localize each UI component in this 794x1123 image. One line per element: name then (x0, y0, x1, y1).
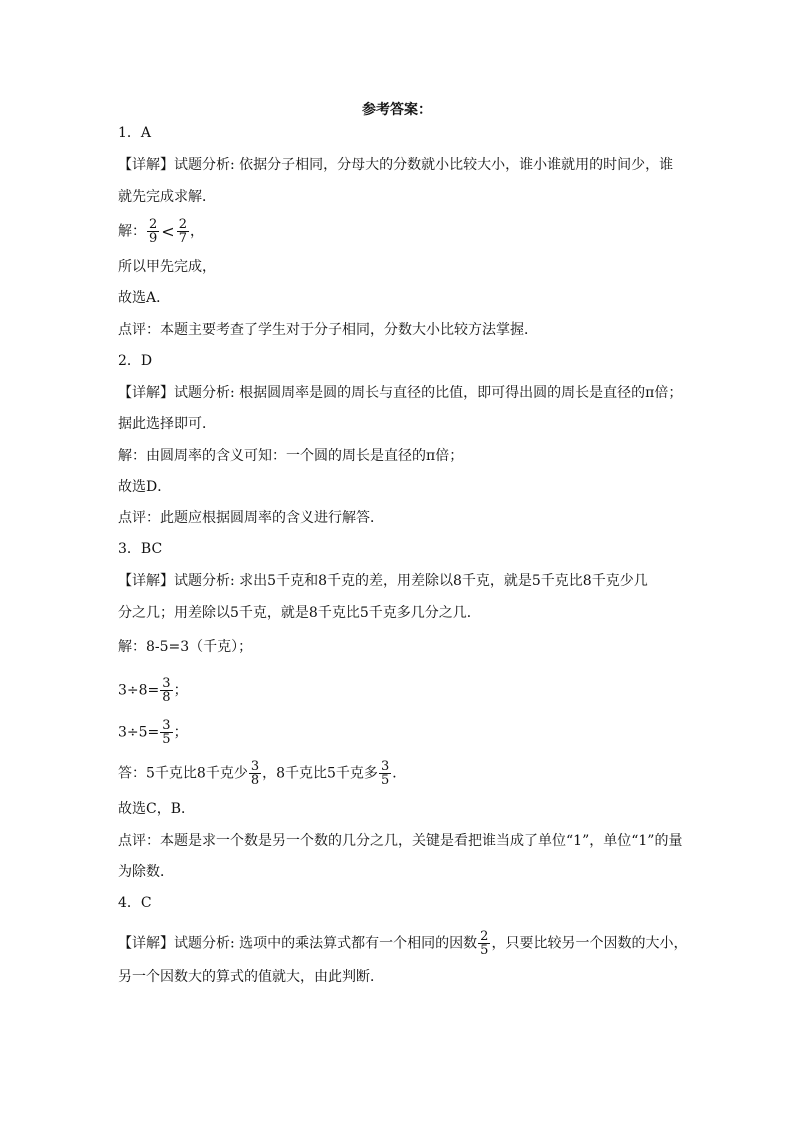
q3-calc-2-prefix: 3÷5= (118, 724, 160, 741)
q3-explanation: 【详解】试题分析: 求出5千克和8千克的差，用差除以8千克，就是5千克比8千克少几 (118, 573, 648, 589)
q3-solution: 解：8-5=3（千克）； (118, 639, 253, 655)
fraction-numerator: 3 (162, 676, 171, 691)
q3-answer-fraction-1 (249, 760, 261, 787)
q4-explanation-part-2: ，只要比较另一个因数的大小， (491, 935, 688, 952)
fraction-numerator: 2 (178, 217, 187, 232)
q3-explanation-cont: 分之几；用差除以5千克，就是8千克比5千克多几分之几． (118, 605, 481, 621)
fraction-denominator: 8 (162, 690, 171, 705)
q3-answer (118, 760, 406, 787)
q1-solution-suffix: ， (189, 223, 204, 240)
fraction-numerator: 2 (480, 929, 489, 944)
q2-explanation: 【详解】试题分析: 根据圆周率是圆的周长与直径的比值，即可得出圆的周长是直径的π倍； (118, 385, 683, 401)
page-title: 参考答案： (362, 102, 432, 118)
q3-calc-1-fraction (160, 677, 172, 704)
q3-choice: 故选C，B． (118, 801, 195, 817)
fraction-numerator: 3 (250, 759, 260, 774)
q3-calc-1-prefix: 3÷8= (118, 682, 160, 699)
q3-calc-1-suffix: ； (173, 682, 188, 699)
fraction-denominator: 5 (480, 943, 489, 958)
q1-number: 1．A (118, 125, 152, 141)
q4-explanation-fraction (478, 930, 490, 957)
q3-answer-fraction-2 (379, 760, 391, 787)
less-than-sign: < (161, 221, 175, 241)
fraction-numerator: 3 (162, 718, 171, 733)
q1-explanation-cont: 就先完成求解． (118, 189, 216, 205)
q2-number: 2．D (118, 353, 153, 369)
q3-comment-cont: 为除数． (118, 864, 174, 880)
q2-comment: 点评：此题应根据圆周率的含义进行解答． (118, 510, 384, 526)
fraction-numerator: 2 (149, 217, 158, 232)
q1-therefore: 所以甲先完成， (118, 259, 216, 275)
q3-answer-part-1: 答：5千克比8千克少 (118, 765, 248, 782)
q3-number: 3．BC (118, 541, 163, 557)
q2-choice: 故选D． (118, 479, 172, 495)
q3-comment: 点评：本题是求一个数是另一个数的几分之几，关键是看把谁当成了单位“1”，单位“1”的量 (118, 833, 683, 849)
q2-explanation-cont: 据此选择即可． (118, 416, 216, 432)
fraction-denominator: 9 (149, 231, 158, 246)
fraction-denominator: 5 (162, 732, 171, 747)
fraction-denominator: 7 (178, 231, 187, 246)
fraction-numerator: 3 (380, 759, 390, 774)
q2-solution: 解：由圆周率的含义可知：一个圆的周长是直径的π倍； (118, 448, 464, 464)
q1-solution (118, 218, 204, 245)
q3-calc-2-fraction (160, 719, 172, 746)
fraction-denominator: 8 (250, 773, 260, 788)
q4-explanation-part-1: 【详解】试题分析: 选项中的乘法算式都有一个相同的因数 (118, 935, 478, 952)
q1-fraction-a (147, 218, 159, 245)
q1-fraction-b (177, 218, 189, 245)
q3-calc-1 (118, 677, 188, 704)
q3-answer-part-2: ，8千克比5千克多 (262, 765, 378, 782)
q4-explanation-cont: 另一个因数大的算式的值就大，由此判断． (118, 969, 384, 985)
q1-choice: 故选A． (118, 290, 171, 306)
q3-calc-2-suffix: ； (173, 724, 188, 741)
q1-comment: 点评：本题主要考查了学生对于分子相同，分数大小比较方法掌握． (118, 322, 538, 338)
q4-number: 4．C (118, 895, 152, 911)
q1-explanation: 【详解】试题分析: 依据分子相同，分母大的分数就小比较大小，谁小谁就用的时间少，谁 (118, 157, 674, 173)
q4-explanation (118, 930, 687, 957)
q3-answer-part-3: ． (392, 765, 407, 782)
q3-calc-2 (118, 719, 188, 746)
q1-solution-prefix: 解： (118, 223, 146, 240)
fraction-denominator: 5 (380, 773, 390, 788)
